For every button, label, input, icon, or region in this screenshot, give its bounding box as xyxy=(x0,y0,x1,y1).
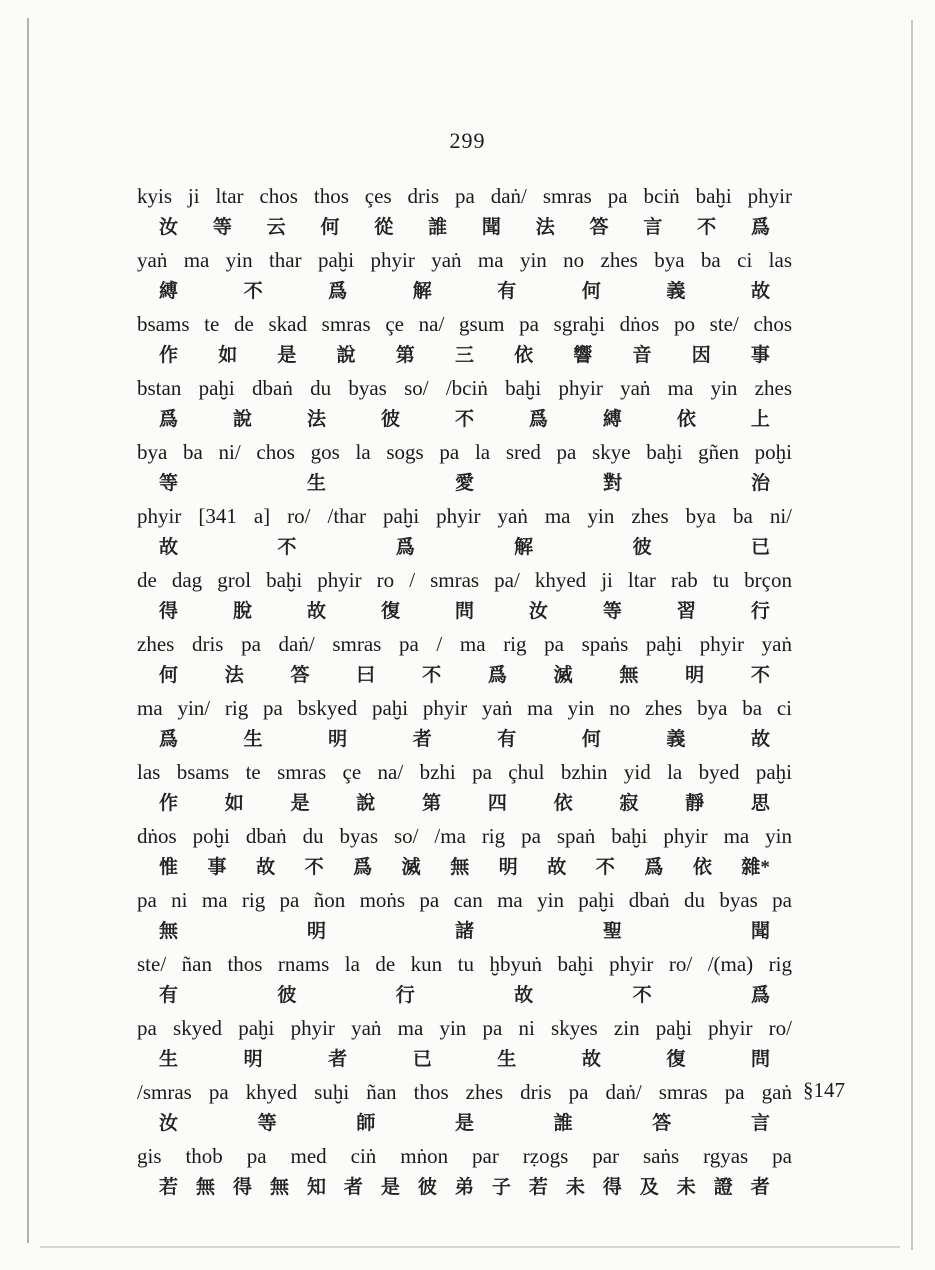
chinese-character: 師 xyxy=(356,1113,376,1134)
chinese-character: 滅 xyxy=(401,857,421,878)
chinese-character: 等 xyxy=(602,601,622,622)
chinese-character: 有 xyxy=(497,281,517,302)
chinese-character: 者 xyxy=(412,729,432,750)
tibetan-line: yaṅ ma yin thar paḫi phyir yaṅ ma yin no zhes bya ba ci las xyxy=(137,248,792,272)
chinese-character: 已 xyxy=(750,537,770,558)
chinese-character: 得 xyxy=(232,1177,252,1198)
chinese-character: 不 xyxy=(750,665,770,686)
chinese-character: 故 xyxy=(306,601,326,622)
chinese-character: 何 xyxy=(159,665,179,686)
chinese-character: 不 xyxy=(454,409,474,430)
chinese-character: 依 xyxy=(514,345,534,366)
chinese-character: 無 xyxy=(195,1177,215,1198)
chinese-character: 無 xyxy=(450,857,470,878)
chinese-character: 言 xyxy=(643,217,663,238)
chinese-character: 復 xyxy=(380,601,400,622)
chinese-character: 從 xyxy=(374,217,394,238)
chinese-character: 響 xyxy=(573,345,593,366)
chinese-character: 若 xyxy=(159,1177,179,1198)
chinese-character: 惟 xyxy=(159,857,179,878)
chinese-character: 無 xyxy=(619,665,639,686)
page-number: 299 xyxy=(449,128,486,153)
chinese-gloss-line xyxy=(137,468,792,500)
chinese-character: 明 xyxy=(243,1049,263,1070)
chinese-character: 汝 xyxy=(159,1113,179,1134)
chinese-character: 爲 xyxy=(395,537,415,558)
chinese-character: 爲 xyxy=(159,729,179,750)
chinese-character: 對 xyxy=(602,473,622,494)
chinese-character: 爲 xyxy=(328,281,348,302)
tibetan-line: bya ba ni/ chos gos la sogs pa la sred pa skye baḫi gñen poḫi xyxy=(137,440,792,464)
chinese-character: 四 xyxy=(487,793,507,814)
chinese-character: 爲 xyxy=(750,217,770,238)
chinese-character: 不 xyxy=(697,217,717,238)
chinese-character: 無 xyxy=(269,1177,289,1198)
chinese-character: 證 xyxy=(713,1177,733,1198)
chinese-character: 不 xyxy=(632,985,652,1006)
chinese-character: 等 xyxy=(257,1113,277,1134)
chinese-character: 等 xyxy=(159,473,179,494)
chinese-character: 何 xyxy=(320,217,340,238)
chinese-character: 作 xyxy=(159,793,179,814)
chinese-character: 云 xyxy=(266,217,286,238)
chinese-character: 者 xyxy=(328,1049,348,1070)
chinese-character: 彼 xyxy=(380,409,400,430)
chinese-character: 思 xyxy=(750,793,770,814)
chinese-character: 問 xyxy=(750,1049,770,1070)
section-mark: §147 xyxy=(803,1078,845,1102)
text-block xyxy=(137,180,792,1204)
chinese-character: 得 xyxy=(602,1177,622,1198)
chinese-character: 無 xyxy=(159,921,179,942)
chinese-character: 法 xyxy=(306,409,326,430)
chinese-character: 彼 xyxy=(417,1177,437,1198)
chinese-character: 法 xyxy=(535,217,555,238)
chinese-character: 故 xyxy=(750,729,770,750)
chinese-character: 答 xyxy=(652,1113,672,1134)
chinese-character: 事 xyxy=(207,857,227,878)
chinese-character: 生 xyxy=(306,473,326,494)
scan-edge-right xyxy=(911,20,913,1250)
chinese-character: 治 xyxy=(750,473,770,494)
chinese-character: 言 xyxy=(750,1113,770,1134)
tibetan-line: /smras pa khyed suḫi ñan thos zhes dris pa daṅ/ smras pa gaṅ xyxy=(137,1080,792,1104)
chinese-character: 說 xyxy=(356,793,376,814)
tibetan-line: pa skyed paḫi phyir yaṅ ma yin pa ni skyes zin paḫi phyir ro/ xyxy=(137,1016,792,1040)
chinese-character: 者 xyxy=(343,1177,363,1198)
chinese-character: 聞 xyxy=(750,921,770,942)
chinese-character: 汝 xyxy=(159,217,179,238)
chinese-gloss-line xyxy=(137,212,792,244)
chinese-character: 故 xyxy=(547,857,567,878)
chinese-character: 是 xyxy=(290,793,310,814)
chinese-character: 依 xyxy=(676,409,696,430)
chinese-character: 脫 xyxy=(232,601,252,622)
chinese-character: 曰 xyxy=(356,665,376,686)
chinese-character: 義 xyxy=(666,281,686,302)
chinese-character: 爲 xyxy=(487,665,507,686)
tibetan-line: ma yin/ rig pa bskyed paḫi phyir yaṅ ma yin no zhes bya ba ci xyxy=(137,696,792,720)
chinese-character: 第 xyxy=(395,345,415,366)
chinese-character: 習 xyxy=(676,601,696,622)
chinese-character: 弟 xyxy=(454,1177,474,1198)
chinese-character: 不 xyxy=(422,665,442,686)
chinese-character: 滅 xyxy=(553,665,573,686)
chinese-gloss-line xyxy=(137,1172,792,1204)
chinese-gloss-line xyxy=(137,788,792,820)
chinese-character: 有 xyxy=(159,985,179,1006)
chinese-character: 因 xyxy=(691,345,711,366)
chinese-character: 答 xyxy=(290,665,310,686)
chinese-character: 說 xyxy=(232,409,252,430)
chinese-character: 寂 xyxy=(619,793,639,814)
chinese-character: 愛 xyxy=(454,473,474,494)
chinese-character: 雜* xyxy=(741,857,770,878)
chinese-character: 若 xyxy=(528,1177,548,1198)
chinese-character: 爲 xyxy=(528,409,548,430)
chinese-character: 彼 xyxy=(277,985,297,1006)
chinese-character: 已 xyxy=(412,1049,432,1070)
chinese-character: 作 xyxy=(159,345,179,366)
chinese-character: 行 xyxy=(750,601,770,622)
tibetan-line: pa ni ma rig pa ñon moṅs pa can ma yin paḫi dbaṅ du byas pa xyxy=(137,888,792,912)
chinese-character: 答 xyxy=(589,217,609,238)
chinese-character: 未 xyxy=(565,1177,585,1198)
chinese-character: 聖 xyxy=(602,921,622,942)
chinese-character: 事 xyxy=(750,345,770,366)
chinese-character: 解 xyxy=(514,537,534,558)
chinese-character: 及 xyxy=(639,1177,659,1198)
chinese-character: 爲 xyxy=(353,857,373,878)
tibetan-line: ste/ ñan thos rnams la de kun tu ḫbyuṅ baḫi phyir ro/ /(ma) rig xyxy=(137,952,792,976)
chinese-character: 誰 xyxy=(553,1113,573,1134)
chinese-character: 何 xyxy=(581,281,601,302)
chinese-character: 不 xyxy=(304,857,324,878)
chinese-character: 是 xyxy=(277,345,297,366)
chinese-character: 三 xyxy=(454,345,474,366)
chinese-character: 說 xyxy=(336,345,356,366)
chinese-character: 者 xyxy=(750,1177,770,1198)
chinese-character: 第 xyxy=(422,793,442,814)
tibetan-line: las bsams te smras çe na/ bzhi pa çhul bzhin yid la byed paḫi xyxy=(137,760,792,784)
tibetan-line: bstan paḫi dbaṅ du byas so/ /bciṅ baḫi phyir yaṅ ma yin zhes xyxy=(137,376,792,400)
chinese-character: 生 xyxy=(159,1049,179,1070)
chinese-character: 明 xyxy=(306,921,326,942)
chinese-character: 復 xyxy=(666,1049,686,1070)
chinese-gloss-line xyxy=(137,404,792,436)
chinese-character: 等 xyxy=(212,217,232,238)
chinese-character: 義 xyxy=(666,729,686,750)
tibetan-line: phyir [341 a] ro/ /thar paḫi phyir yaṅ ma yin zhes bya ba ni/ xyxy=(137,504,792,528)
chinese-character: 法 xyxy=(224,665,244,686)
chinese-character: 明 xyxy=(498,857,518,878)
chinese-character: 故 xyxy=(750,281,770,302)
chinese-character: 爲 xyxy=(644,857,664,878)
chinese-gloss-line xyxy=(137,852,792,884)
tibetan-line: bsams te de skad smras çe na/ gsum pa sgraḫi dṅos po ste/ chos xyxy=(137,312,792,336)
chinese-gloss-line xyxy=(137,1108,792,1140)
chinese-character: 何 xyxy=(581,729,601,750)
chinese-gloss-line xyxy=(137,916,792,948)
tibetan-line: kyis ji ltar chos thos çes dris pa daṅ/ smras pa bciṅ baḫi phyir xyxy=(137,184,792,208)
chinese-character: 解 xyxy=(412,281,432,302)
chinese-character: 誰 xyxy=(428,217,448,238)
chinese-character: 故 xyxy=(256,857,276,878)
chinese-character: 不 xyxy=(595,857,615,878)
chinese-character: 得 xyxy=(159,601,179,622)
chinese-character: 依 xyxy=(692,857,712,878)
scan-edge-bottom xyxy=(40,1246,900,1248)
chinese-gloss-line xyxy=(137,980,792,1012)
chinese-character: 有 xyxy=(497,729,517,750)
chinese-character: 彼 xyxy=(632,537,652,558)
chinese-character: 縛 xyxy=(159,281,179,302)
tibetan-line: de dag grol baḫi phyir ro / smras pa/ khyed ji ltar rab tu brçon xyxy=(137,568,792,592)
chinese-character: 上 xyxy=(750,409,770,430)
chinese-character: 不 xyxy=(243,281,263,302)
chinese-character: 汝 xyxy=(528,601,548,622)
chinese-character: 子 xyxy=(491,1177,511,1198)
chinese-character: 音 xyxy=(632,345,652,366)
chinese-gloss-line xyxy=(137,532,792,564)
chinese-character: 故 xyxy=(159,537,179,558)
chinese-gloss-line xyxy=(137,276,792,308)
tibetan-line: dṅos poḫi dbaṅ du byas so/ /ma rig pa spaṅ baḫi phyir ma yin xyxy=(137,824,792,848)
chinese-gloss-line xyxy=(137,724,792,756)
chinese-character: 爲 xyxy=(750,985,770,1006)
chinese-character: 縛 xyxy=(602,409,622,430)
chinese-character: 故 xyxy=(514,985,534,1006)
chinese-character: 生 xyxy=(243,729,263,750)
chinese-character: 明 xyxy=(685,665,705,686)
chinese-character: 諸 xyxy=(454,921,474,942)
chinese-character: 行 xyxy=(395,985,415,1006)
chinese-character: 生 xyxy=(497,1049,517,1070)
chinese-character: 是 xyxy=(380,1177,400,1198)
chinese-character: 故 xyxy=(581,1049,601,1070)
chinese-character: 明 xyxy=(328,729,348,750)
chinese-character: 不 xyxy=(277,537,297,558)
chinese-gloss-line xyxy=(137,596,792,628)
scan-edge-left xyxy=(27,18,29,1243)
chinese-gloss-line xyxy=(137,340,792,372)
tibetan-line: gis thob pa med ciṅ mṅon par rẓogs par saṅs rgyas pa xyxy=(137,1144,792,1168)
chinese-character: 如 xyxy=(218,345,238,366)
chinese-character: 依 xyxy=(553,793,573,814)
chinese-character: 靜 xyxy=(685,793,705,814)
chinese-character: 如 xyxy=(224,793,244,814)
chinese-character: 未 xyxy=(676,1177,696,1198)
chinese-character: 知 xyxy=(306,1177,326,1198)
chinese-character: 是 xyxy=(454,1113,474,1134)
chinese-character: 爲 xyxy=(159,409,179,430)
chinese-gloss-line xyxy=(137,1044,792,1076)
chinese-character: 問 xyxy=(454,601,474,622)
tibetan-line: zhes dris pa daṅ/ smras pa / ma rig pa spaṅs paḫi phyir yaṅ xyxy=(137,632,792,656)
chinese-character: 聞 xyxy=(481,217,501,238)
chinese-gloss-line xyxy=(137,660,792,692)
